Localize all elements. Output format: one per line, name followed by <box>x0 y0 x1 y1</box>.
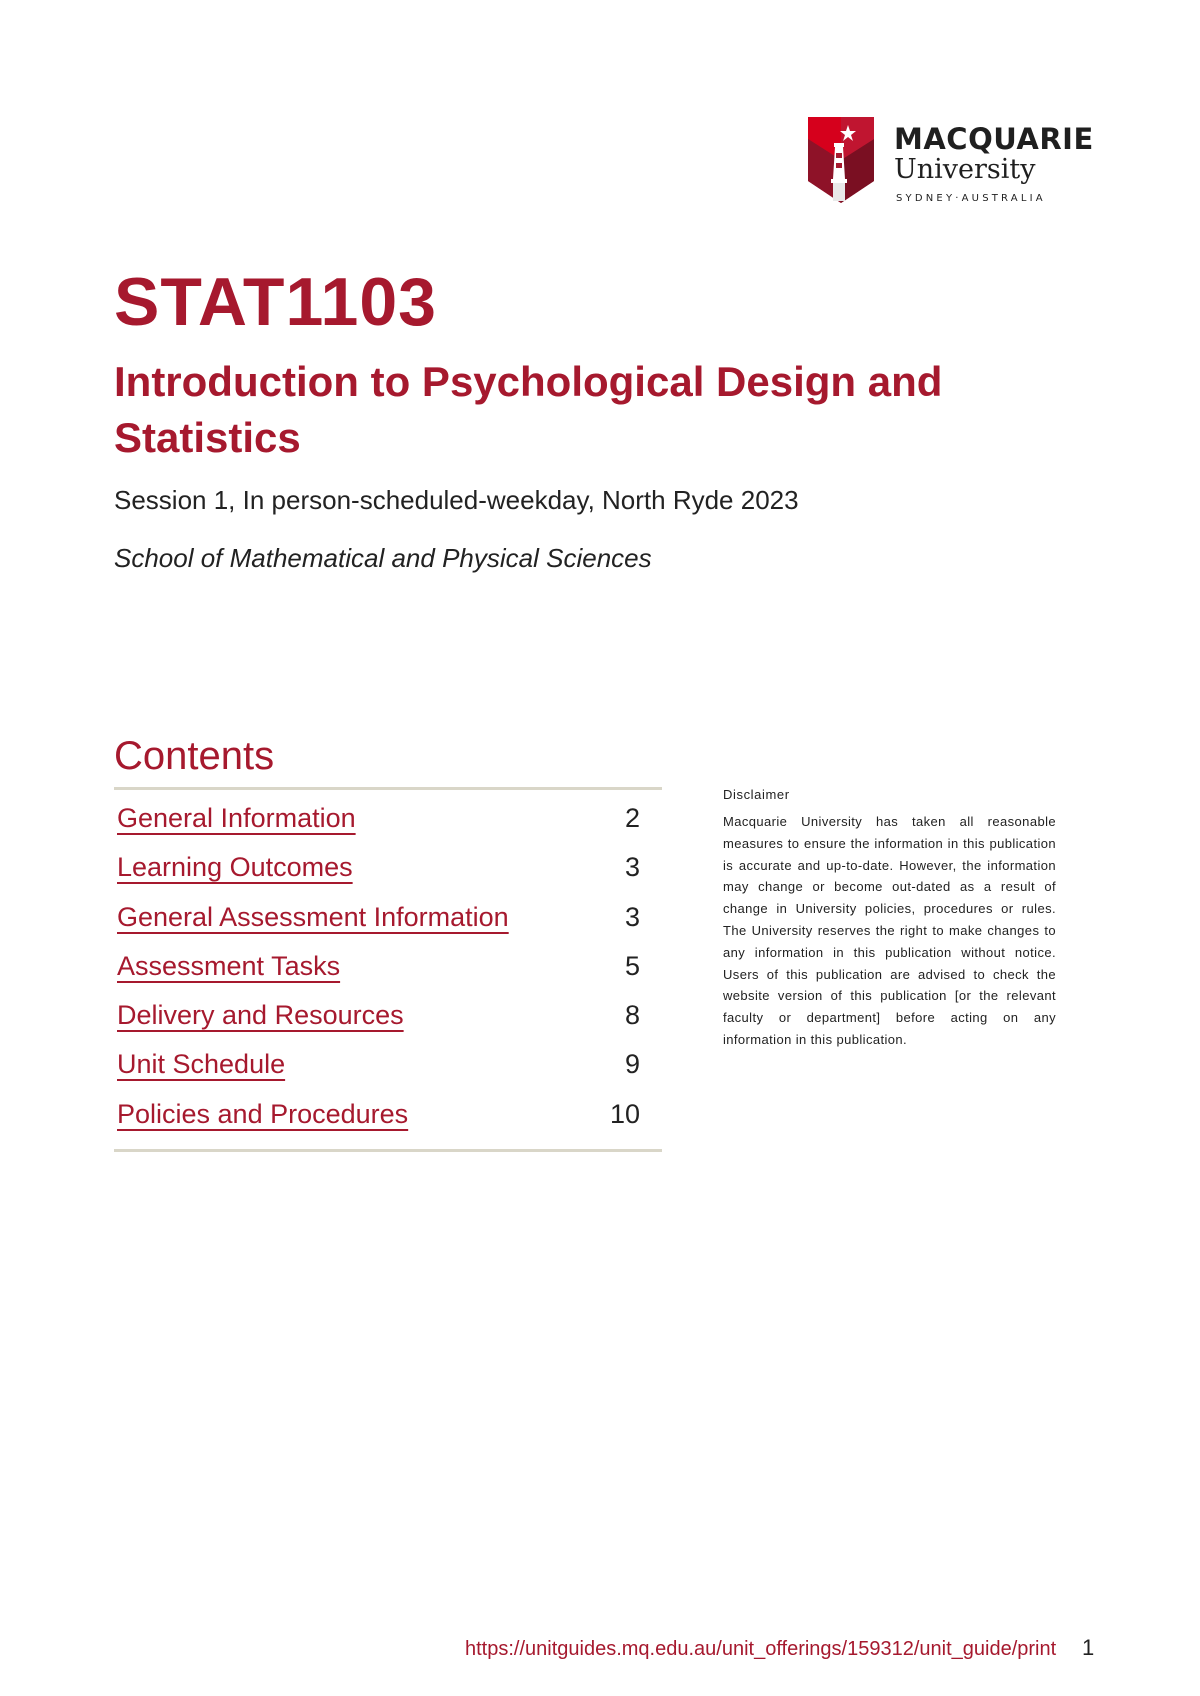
toc-page-number: 3 <box>624 901 640 932</box>
toc-page-number: 8 <box>624 1000 640 1031</box>
toc-page-number: 2 <box>624 803 640 833</box>
session-info: Session 1, In person-scheduled-weekday, North Ryde 2023 <box>114 485 799 515</box>
toc-page-number: 5 <box>624 950 640 981</box>
toc-page-number: 10 <box>609 1098 640 1129</box>
school-name: School of Mathematical and Physical Sciences <box>114 543 652 573</box>
toc-item-delivery-and-resources <box>114 991 662 1040</box>
toc-item-general-assessment-information <box>114 893 662 942</box>
logo-location: SYDNEY·AUSTRALIA <box>896 193 1046 204</box>
toc-link-assessment-tasks[interactable]: Assessment Tasks <box>117 950 341 981</box>
disclaimer <box>723 786 1056 1051</box>
contents-heading: Contents <box>114 734 275 778</box>
toc-link-general-assessment-information[interactable]: General Assessment Information <box>117 901 509 932</box>
disclaimer-body: Macquarie University has taken all reasonable measures to ensure the information in this publication is accurate and up-to-date. However, the information may change or become out-dated as a result of change in University policies, procedures or rules. The University reserves the right to make changes to any information in this publication without notice. Users of this publication are advised to check the website version of this publication [or the relevant faculty or department] before acting on any information in this publication. <box>723 814 1056 1047</box>
toc-link-unit-schedule[interactable]: Unit Schedule <box>117 1049 286 1080</box>
university-logo <box>800 117 1100 205</box>
toc-link-policies-and-procedures[interactable]: Policies and Procedures <box>117 1098 409 1129</box>
disclaimer-title: Disclaimer <box>723 787 790 802</box>
logo-subname: University <box>894 154 1036 185</box>
footer-page-number: 1 <box>1082 1635 1095 1660</box>
toc-link-learning-outcomes[interactable]: Learning Outcomes <box>117 852 353 883</box>
logo-wordmark <box>894 122 1094 204</box>
toc-page-number: 9 <box>624 1049 640 1080</box>
toc-item-policies-and-procedures <box>114 1090 662 1139</box>
toc-item-unit-schedule <box>114 1040 662 1089</box>
logo-name: MACQUARIE <box>894 122 1094 156</box>
toc-item-assessment-tasks <box>114 942 662 991</box>
toc-link-delivery-and-resources[interactable]: Delivery and Resources <box>117 1000 404 1031</box>
toc-item-general-information <box>114 794 662 843</box>
toc-item-learning-outcomes <box>114 843 662 892</box>
toc-link-general-information[interactable]: General Information <box>117 803 356 833</box>
unit-code: STAT1103 <box>114 264 437 340</box>
lighthouse-shield-icon <box>800 117 882 205</box>
table-of-contents <box>114 787 662 1152</box>
toc-page-number: 3 <box>624 852 640 883</box>
unit-title: Introduction to Psychological Design and Statistics <box>114 358 943 461</box>
footer-url-link[interactable]: https://unitguides.mq.edu.au/unit_offerings/159312/unit_guide/print <box>465 1638 1057 1660</box>
